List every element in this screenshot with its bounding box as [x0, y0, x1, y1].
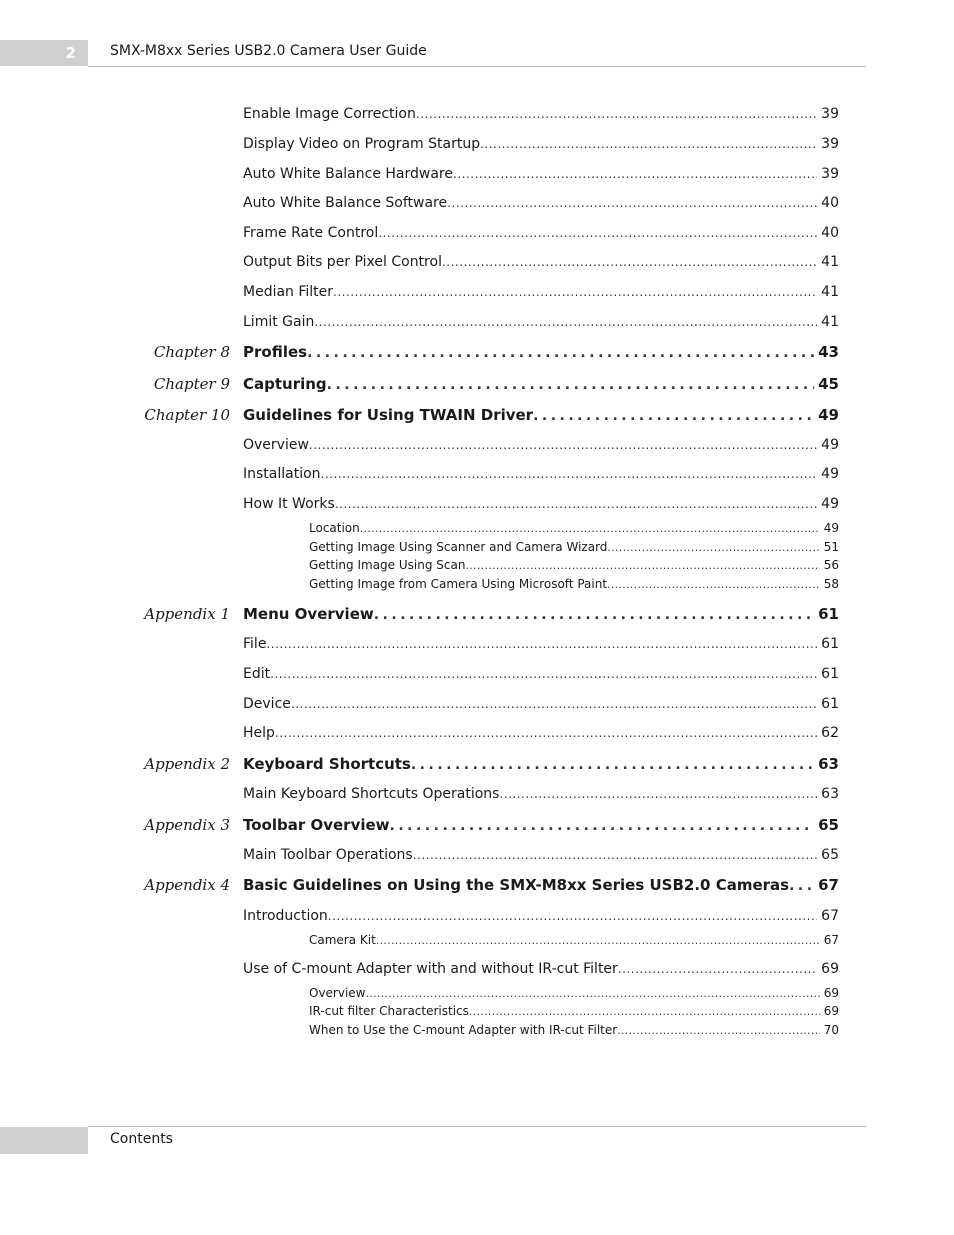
toc-leader-dots	[270, 667, 817, 681]
toc-entry[interactable]	[309, 986, 839, 1000]
toc-entry-title: Installation	[243, 466, 321, 482]
toc-leader-dots	[533, 408, 814, 424]
toc-entry-title: Help	[243, 725, 275, 741]
toc-entry-title: Getting Image Using Scan	[309, 558, 466, 572]
toc-entry[interactable]	[243, 466, 839, 482]
toc-entry-page: 49	[821, 466, 839, 482]
footer-tab	[0, 1127, 88, 1154]
toc-leader-dots	[442, 255, 817, 269]
toc-leader-dots	[618, 962, 817, 976]
toc-leader-dots	[469, 1005, 820, 1018]
toc-entry-page: 65	[818, 816, 839, 834]
toc-chapter-entry[interactable]	[243, 343, 839, 361]
toc-leader-dots	[453, 167, 817, 181]
toc-entry-page: 69	[821, 961, 839, 977]
toc-leader-dots	[309, 438, 817, 452]
toc-entry-title: File	[243, 636, 267, 652]
toc-entry[interactable]	[243, 961, 839, 977]
toc-entry[interactable]	[309, 521, 839, 535]
toc-entry-page: 67	[821, 908, 839, 924]
toc-entry[interactable]	[243, 786, 839, 802]
toc-entry-page: 61	[821, 636, 839, 652]
toc-entry-title: Location	[309, 521, 360, 535]
toc-leader-dots	[335, 497, 817, 511]
toc-leader-dots	[465, 559, 819, 572]
toc-entry-page: 61	[818, 605, 839, 623]
toc-entry[interactable]	[243, 666, 839, 682]
toc-entry-title: Auto White Balance Hardware	[243, 166, 453, 182]
toc-entry[interactable]	[243, 136, 839, 152]
toc-entry[interactable]	[243, 496, 839, 512]
toc-entry-title: Enable Image Correction	[243, 106, 416, 122]
toc-leader-dots	[416, 107, 817, 121]
toc-entry[interactable]	[243, 314, 839, 330]
toc-chapter-label: Chapter 10	[144, 406, 230, 424]
toc-entry-title: Profiles	[243, 343, 308, 361]
toc-entry-page: 40	[821, 195, 839, 211]
toc-entry-page: 58	[823, 577, 839, 591]
toc-entry-page: 69	[823, 1004, 839, 1018]
toc-entry-title: Limit Gain	[243, 314, 315, 330]
toc-entry-page: 43	[818, 343, 839, 361]
toc-entry[interactable]	[309, 558, 839, 572]
toc-leader-dots	[321, 467, 818, 481]
toc-leader-dots	[378, 226, 817, 240]
toc-entry-title: Guidelines for Using TWAIN Driver	[243, 406, 534, 424]
toc-leader-dots	[328, 909, 817, 923]
toc-entry-page: 62	[821, 725, 839, 741]
toc-entry[interactable]	[243, 636, 839, 652]
toc-entry-page: 49	[818, 406, 839, 424]
toc-chapter-label: Appendix 2	[144, 755, 230, 773]
toc-leader-dots	[275, 726, 817, 740]
toc-entry-page: 39	[821, 136, 839, 152]
footer-section: Contents	[110, 1131, 173, 1147]
toc-leader-dots	[499, 787, 817, 801]
toc-entry-title: How It Works	[243, 496, 335, 512]
toc-entry-page: 49	[821, 437, 839, 453]
toc-entry-page: 69	[823, 986, 839, 1000]
toc-entry-page: 65	[821, 847, 839, 863]
toc-entry-page: 63	[821, 786, 839, 802]
toc-entry[interactable]	[309, 540, 839, 554]
toc-entry-title: Main Keyboard Shortcuts Operations	[243, 786, 500, 802]
toc-entry-page: 39	[821, 106, 839, 122]
toc-leader-dots	[374, 607, 814, 623]
toc-chapter-entry[interactable]	[243, 375, 839, 393]
toc-entry-title: Display Video on Program Startup	[243, 136, 481, 152]
toc-leader-dots	[291, 697, 817, 711]
toc-entry-title: Edit	[243, 666, 271, 682]
toc-leader-dots	[607, 541, 819, 554]
toc-entry-title: Auto White Balance Software	[243, 195, 448, 211]
toc-entry-page: 61	[821, 666, 839, 682]
toc-leader-dots	[480, 137, 817, 151]
toc-entry-title: IR-cut filter Characteristics	[309, 1004, 469, 1018]
toc-chapter-label: Appendix 3	[144, 816, 230, 834]
toc-leader-dots	[411, 757, 814, 773]
toc-entry[interactable]	[243, 696, 839, 712]
toc-entry[interactable]	[243, 166, 839, 182]
toc-entry-page: 67	[823, 933, 839, 947]
toc-entry-title: Toolbar Overview	[243, 816, 390, 834]
toc-leader-dots	[333, 285, 817, 299]
toc-entry-page: 41	[821, 314, 839, 330]
toc-entry-title: Camera Kit	[309, 933, 376, 947]
toc-chapter-label: Chapter 8	[153, 343, 230, 361]
toc-entry[interactable]	[309, 933, 839, 947]
toc-entry-title: Keyboard Shortcuts	[243, 755, 411, 773]
toc-entry-title: Menu Overview	[243, 605, 374, 623]
page-number: 2	[65, 44, 76, 62]
toc-entry-page: 56	[823, 558, 839, 572]
toc-entry[interactable]	[243, 908, 839, 924]
toc-leader-dots	[327, 377, 814, 393]
toc-entry-title: Device	[243, 696, 291, 712]
toc-leader-dots	[789, 878, 814, 894]
toc-entry-title: Basic Guidelines on Using the SMX-M8xx Series USB2.0 Cameras	[243, 876, 790, 894]
toc-leader-dots	[376, 934, 820, 947]
toc-chapter-entry[interactable]	[243, 406, 839, 424]
toc-entry-page: 61	[821, 696, 839, 712]
toc-entry[interactable]	[243, 725, 839, 741]
toc-chapter-label: Appendix 4	[144, 876, 230, 894]
toc-chapter-entry[interactable]	[243, 605, 839, 623]
toc-entry-page: 49	[821, 496, 839, 512]
running-header-title: SMX-M8xx Series USB2.0 Camera User Guide	[110, 43, 427, 59]
toc-chapter-entry[interactable]	[243, 755, 839, 773]
toc-leader-dots	[390, 818, 815, 834]
toc-chapter-label: Appendix 1	[144, 605, 230, 623]
toc-entry-title: Getting Image Using Scanner and Camera Wizard	[309, 540, 608, 554]
toc-entry-title: Median Filter	[243, 284, 334, 300]
toc-entry-page: 40	[821, 225, 839, 241]
toc-entry-page: 45	[818, 375, 839, 393]
toc-entry[interactable]	[243, 225, 839, 241]
toc-entry-page: 39	[821, 166, 839, 182]
toc-chapter-entry[interactable]	[243, 876, 839, 894]
toc-entry-title: When to Use the C-mount Adapter with IR-cut Filter	[309, 1023, 618, 1037]
toc-entry-title: Overview	[243, 437, 309, 453]
toc-leader-dots	[447, 196, 817, 210]
toc-leader-dots	[307, 345, 814, 361]
toc-entry-title: Introduction	[243, 908, 328, 924]
toc-entry[interactable]	[243, 284, 839, 300]
toc-entry[interactable]	[243, 437, 839, 453]
toc-entry[interactable]	[309, 1023, 839, 1037]
toc-entry-page: 41	[821, 254, 839, 270]
toc-entry[interactable]	[243, 106, 839, 122]
toc-entry[interactable]	[309, 1004, 839, 1018]
toc-entry-title: Main Toolbar Operations	[243, 847, 413, 863]
toc-entry-title: Overview	[309, 986, 366, 1000]
toc-leader-dots	[617, 1024, 820, 1037]
toc-leader-dots	[413, 848, 817, 862]
toc-chapter-entry[interactable]	[243, 816, 839, 834]
toc-leader-dots	[607, 578, 820, 591]
toc-entry-page: 49	[823, 521, 839, 535]
toc-leader-dots	[366, 987, 820, 1000]
toc-leader-dots	[314, 315, 817, 329]
toc-entry-title: Frame Rate Control	[243, 225, 379, 241]
toc-entry-page: 67	[818, 876, 839, 894]
toc-entry-page: 51	[823, 540, 839, 554]
toc-entry-page: 63	[818, 755, 839, 773]
toc-entry-page: 70	[823, 1023, 839, 1037]
toc-entry[interactable]	[309, 577, 839, 591]
toc-chapter-label: Chapter 9	[153, 375, 230, 393]
toc-entry-title: Use of C-mount Adapter with and without IR-cut Filter	[243, 961, 618, 977]
footer-rule	[88, 1126, 866, 1127]
toc-leader-dots	[266, 637, 817, 651]
toc-leader-dots	[360, 522, 820, 535]
toc-entry[interactable]	[243, 254, 839, 270]
toc-entry-page: 41	[821, 284, 839, 300]
toc-entry[interactable]	[243, 847, 839, 863]
toc-entry-title: Capturing	[243, 375, 327, 393]
toc-entry[interactable]	[243, 195, 839, 211]
toc-entry-title: Getting Image from Camera Using Microsoft Paint	[309, 577, 608, 591]
toc-entry-title: Output Bits per Pixel Control	[243, 254, 442, 270]
